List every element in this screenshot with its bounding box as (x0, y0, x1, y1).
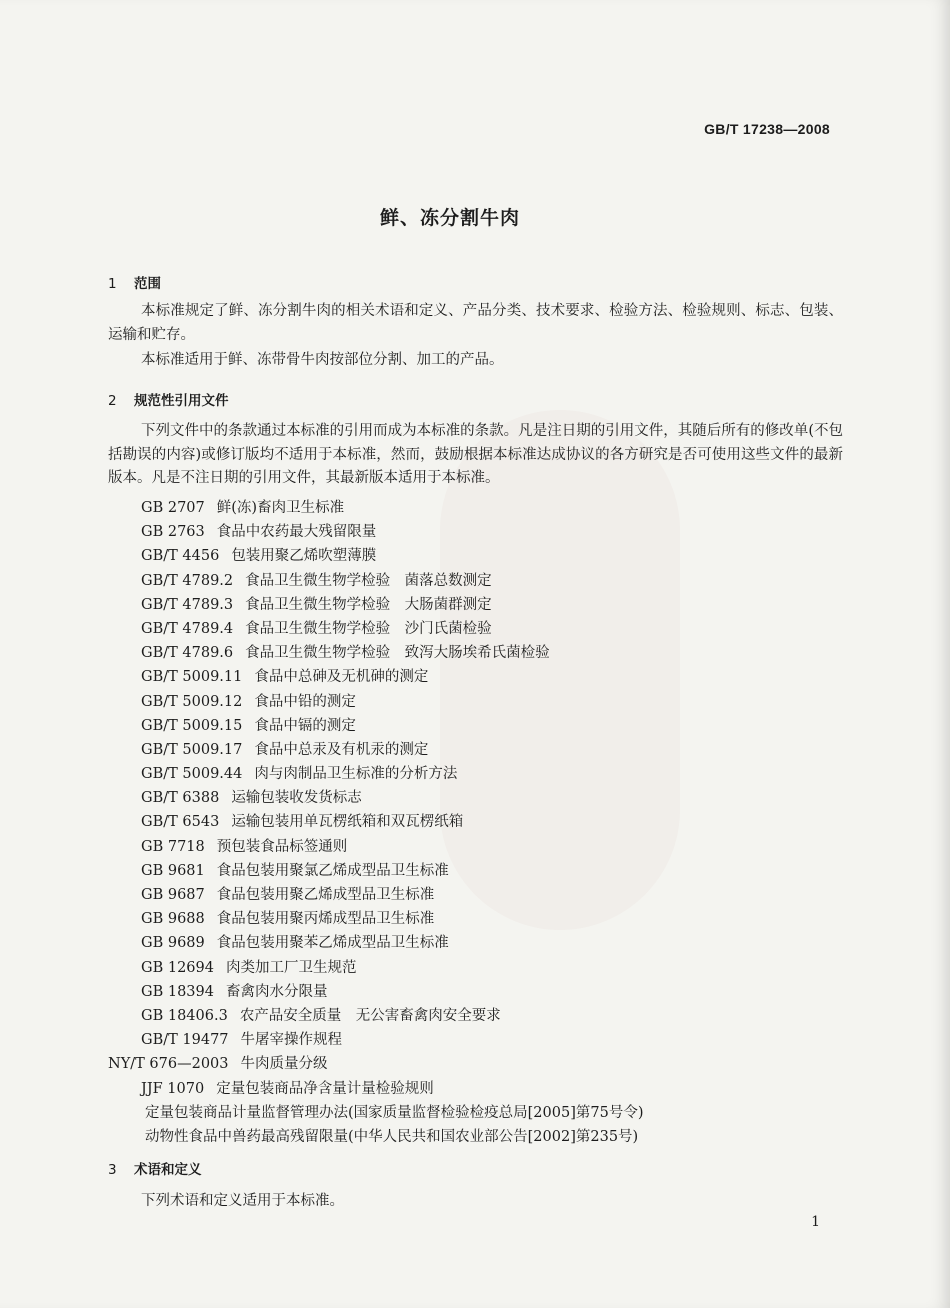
reference-code: NY/T 676—2003 (108, 1056, 229, 1073)
reference-item (108, 1101, 643, 1125)
reference-item (108, 1125, 643, 1149)
reference-code: GB/T 6543 (141, 814, 220, 831)
reference-code: GB 9689 (141, 935, 205, 952)
reference-title: 包装用聚乙烯吹塑薄膜 (231, 548, 377, 565)
reference-item (108, 690, 643, 714)
reference-code: GB 12694 (141, 959, 214, 976)
reference-title: 食品中总砷及无机砷的测定 (254, 669, 429, 686)
reference-title: 运输包装收发货标志 (231, 790, 362, 807)
reference-code: GB 9687 (141, 887, 205, 903)
reference-title: 牛屠宰操作规程 (240, 1032, 343, 1049)
page-title: 鲜、冻分割牛肉 (379, 207, 520, 229)
reference-title: 食品卫生微生物学检验 沙门氏菌检验 (245, 620, 492, 637)
reference-code: GB 2707 (141, 500, 205, 516)
section-3-title: 术语和定义 (134, 1162, 202, 1178)
reference-title: 定量包装商品计量监督管理办法(国家质量监督检验检疫总局[2005]第75号令) (145, 1104, 644, 1121)
section-1-number: 1 (108, 276, 117, 292)
reference-code: GB/T 4789.2 (141, 572, 234, 589)
reference-item (108, 569, 643, 593)
reference-title: 食品中总汞及有机汞的测定 (254, 741, 429, 758)
reference-item (108, 835, 643, 859)
reference-code: GB/T 5009.12 (141, 693, 243, 710)
reference-title: 动物性食品中兽药最高残留限量(中华人民共和国农业部公告[2002]第235号) (145, 1128, 639, 1145)
reference-item (108, 1028, 643, 1052)
reference-title: 食品包装用聚氯乙烯成型品卫生标准 (216, 862, 449, 879)
reference-item (108, 762, 643, 786)
reference-code: GB/T 4789.6 (141, 645, 234, 662)
reference-item (108, 520, 643, 544)
reference-item (108, 544, 643, 568)
reference-title: 农产品安全质量 无公害畜禽肉安全要求 (239, 1007, 501, 1024)
reference-title: 食品包装用聚苯乙烯成型品卫生标准 (216, 935, 449, 952)
reference-code: GB 9688 (141, 911, 205, 928)
reference-code: GB 2763 (141, 524, 205, 541)
reference-item (108, 786, 643, 810)
reference-code: GB/T 5009.15 (141, 717, 243, 734)
section-2-number: 2 (108, 393, 117, 409)
reference-title: 牛肉质量分级 (240, 1056, 328, 1073)
reference-code: GB/T 19477 (141, 1032, 229, 1049)
reference-item (108, 883, 643, 907)
reference-code: GB 7718 (141, 838, 205, 855)
reference-item (108, 617, 643, 641)
section-1-title: 范围 (134, 276, 161, 292)
reference-title: 畜禽肉水分限量 (225, 983, 328, 1000)
section-3-heading (108, 1158, 202, 1178)
reference-title: 食品中镉的测定 (254, 717, 356, 734)
standard-code: GB/T 17238—2008 (704, 121, 830, 137)
reference-title: 食品卫生微生物学检验 菌落总数测定 (245, 572, 492, 589)
reference-title: 鲜(冻)畜肉卫生标准 (216, 500, 345, 516)
reference-code: JJF 1070 (141, 1080, 205, 1097)
reference-item (108, 665, 643, 689)
reference-code: GB/T 5009.11 (141, 669, 243, 686)
reference-code: GB/T 4789.4 (141, 620, 234, 637)
reference-item (108, 859, 643, 883)
reference-code: GB 18394 (141, 983, 214, 1000)
reference-title: 肉类加工厂卫生规范 (225, 959, 357, 976)
reference-item (108, 714, 643, 738)
reference-title: 食品卫生微生物学检验 致泻大肠埃希氏菌检验 (245, 645, 550, 662)
reference-item (108, 641, 643, 665)
reference-title: 食品卫生微生物学检验 大肠菌群测定 (245, 596, 492, 613)
reference-code: GB/T 5009.17 (141, 741, 243, 758)
reference-item (108, 907, 643, 931)
section-2-title: 规范性引用文件 (134, 393, 229, 409)
reference-item (108, 956, 643, 980)
reference-item (108, 593, 643, 617)
section-1-heading (108, 272, 161, 292)
reference-code: GB 18406.3 (141, 1007, 228, 1024)
reference-code: GB/T 5009.44 (141, 766, 243, 783)
reference-title: 预包装食品标签通则 (216, 838, 348, 855)
section-3-intro: 下列术语和定义适用于本标准。 (141, 1193, 344, 1209)
reference-code: GB 9681 (141, 862, 205, 879)
section-1-paragraph-2: 本标准适用于鲜、冻带骨牛肉按部位分割、加工的产品。 (141, 352, 504, 368)
reference-code: GB/T 6388 (141, 790, 220, 807)
section-3-number: 3 (108, 1162, 117, 1178)
reference-item (108, 1052, 643, 1076)
reference-item (108, 980, 643, 1004)
reference-item (108, 496, 643, 520)
section-2-heading (108, 389, 229, 409)
reference-item (108, 1004, 643, 1028)
section-1-paragraph-1: 本标准规定了鲜、冻分割牛肉的相关术语和定义、产品分类、技术要求、检验方法、检验规则、标志、包装、运输和贮存。 (108, 303, 843, 343)
reference-title: 肉与肉制品卫生标准的分析方法 (254, 766, 458, 783)
reference-code: GB/T 4789.3 (141, 596, 234, 613)
reference-title: 食品包装用聚乙烯成型品卫生标准 (216, 887, 435, 903)
reference-item (108, 810, 643, 834)
reference-item (108, 1077, 643, 1101)
reference-code: GB/T 4456 (141, 548, 220, 565)
reference-title: 食品中农药最大残留限量 (216, 524, 377, 541)
reference-title: 食品中铅的测定 (254, 693, 356, 710)
reference-list (108, 496, 643, 1149)
reference-title: 定量包装商品净含量计量检验规则 (216, 1080, 434, 1097)
reference-item (108, 931, 643, 955)
page-number: 1 (811, 1214, 820, 1230)
reference-title: 食品包装用聚丙烯成型品卫生标准 (216, 911, 435, 928)
reference-item (108, 738, 643, 762)
section-2-intro: 下列文件中的条款通过本标准的引用而成为本标准的条款。凡是注日期的引用文件，其随后所有的修改单(不包括勘误的内容)或修订版均不适用于本标准，然而，鼓励根据本标准达成协议的各方研究是否可使用这些文件的最新版本。凡是不注日期的引用文件，其最新版本适用于本标准。 (108, 423, 843, 486)
reference-title: 运输包装用单瓦楞纸箱和双瓦楞纸箱 (231, 814, 464, 831)
